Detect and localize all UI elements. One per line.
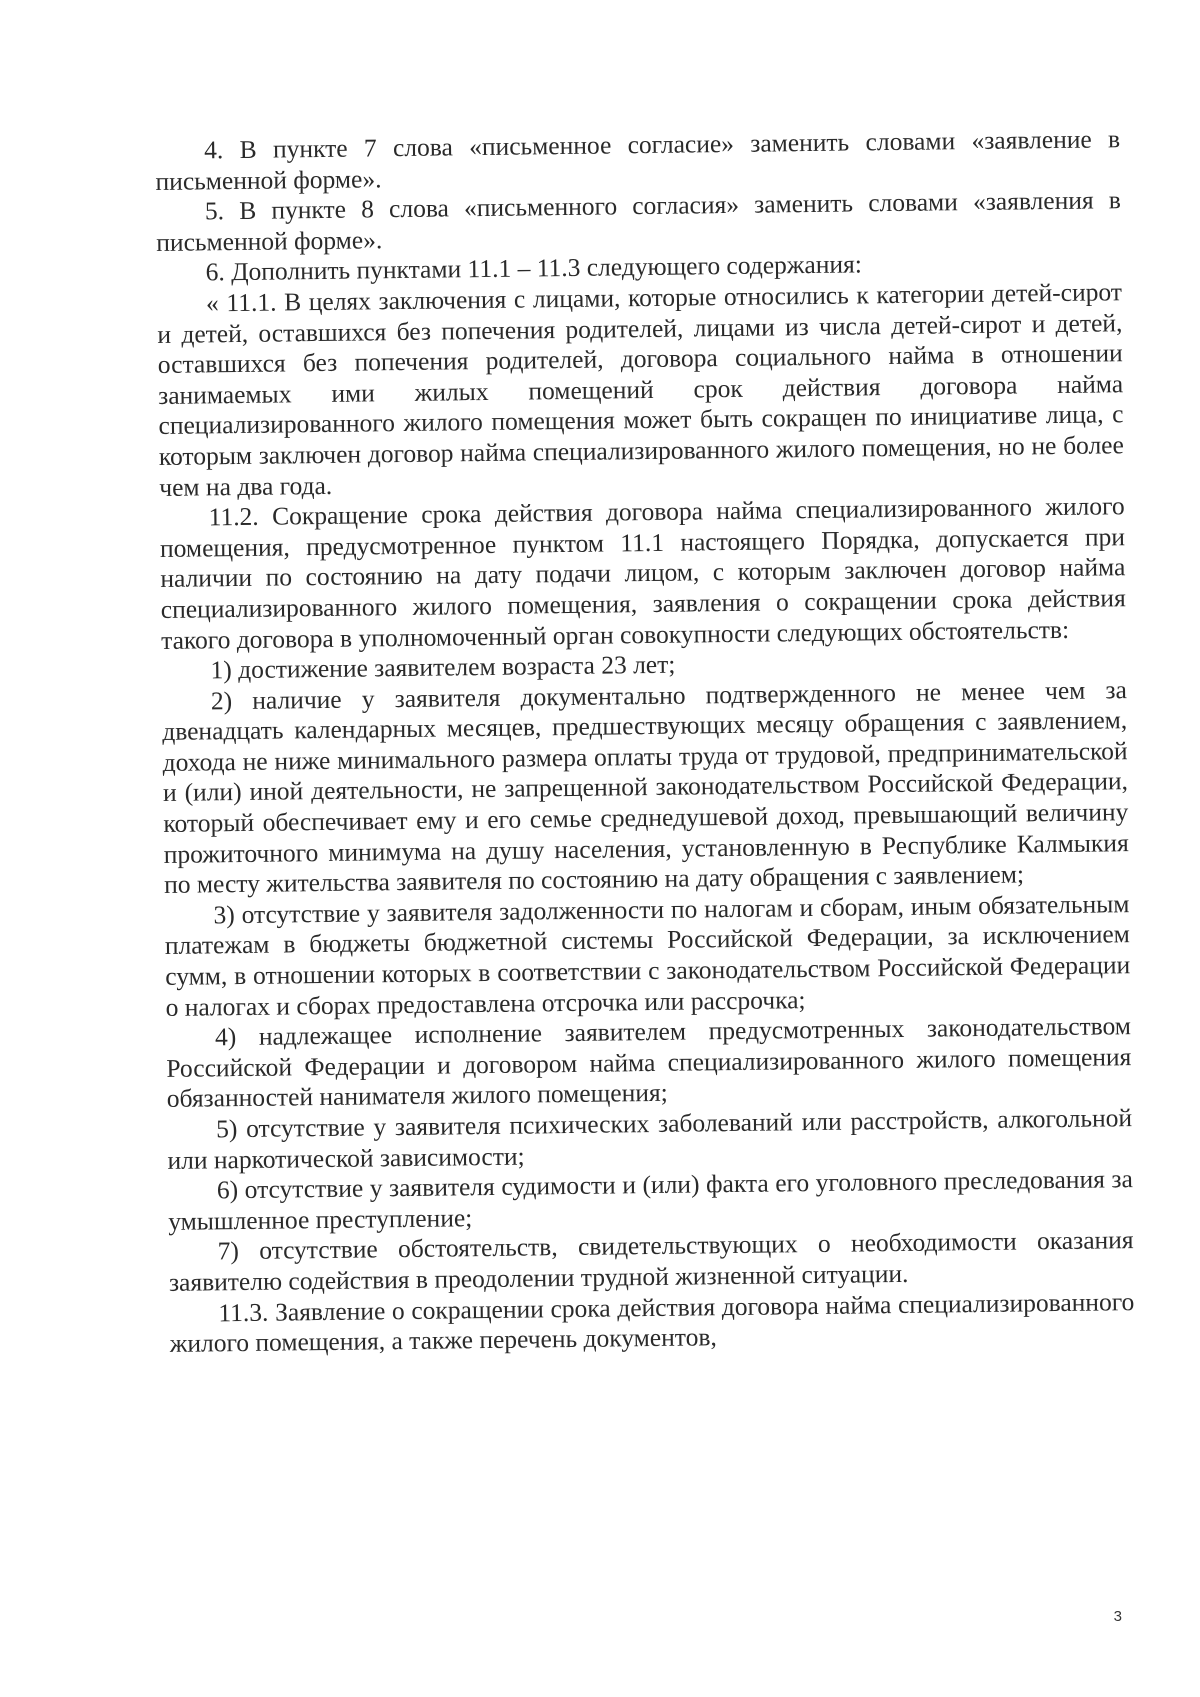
list-item-condition-4: 4) надлежащее исполнение заявителем предусмотренных законодательством Российской Федерации и договором найма специализированного жилого помещения обязанностей нанимателя жилого помещения; bbox=[166, 1011, 1132, 1114]
list-item-condition-2: 2) наличие у заявителя документально подтвержденного не менее чем за двенадцать календарных месяцев, предшествующих месяцу обращения с заявлением, дохода не ниже минимального размера оплаты труда от трудовой, предпринимательской и (или) иной деятельности, не запрещенной законодательством Российской Федерации, который обеспечивает ему и его семье среднедушевой доход, превышающий величину прожиточного минимума на душу населения, установленную в Республике Калмыкия по месту жительства заявителя по состоянию на дату обращения с заявлением; bbox=[162, 674, 1129, 900]
document-body bbox=[155, 124, 1135, 1359]
paragraph-clause-11-2: 11.2. Сокращение срока действия договора найма специализированного жилого помещения, предусмотренное пунктом 11.1 настоящего Порядка, допускается при наличии по состоянию на дату подачи лицом, с которым заключен договор найма специализированного жилого помещения, заявления о сокращении срока действия такого договора в уполномоченный орган совокупности следующих обстоятельств: bbox=[159, 491, 1126, 655]
paragraph-clause-11-3: 11.3. Заявление о сокращении срока действия договора найма специализированного жилого помещения, а также перечень документов, bbox=[169, 1286, 1135, 1359]
list-item-condition-6: 6) отсутствие у заявителя судимости и (или) факта его уголовного преследования за умышленное преступление; bbox=[168, 1164, 1133, 1236]
list-item-condition-7: 7) отсутствие обстоятельств, свидетельствующих о необходимости оказания заявителю содействия в преодолении трудной жизненной ситуации. bbox=[168, 1225, 1134, 1297]
paragraph-item-5: 5. В пункте 8 слова «письменного согласия» заменить словами «заявления в письменной форме». bbox=[156, 185, 1122, 257]
paragraph-item-6: 6. Дополнить пунктами 11.1 – 11.3 следующего содержания: bbox=[205, 249, 863, 287]
paragraph-item-4: 4. В пункте 7 слова «письменное согласие» заменить словами «заявление в письменной форме». bbox=[155, 124, 1121, 196]
list-item-condition-1: 1) достижение заявителем возраста 23 лет; bbox=[210, 649, 676, 685]
paragraph-clause-11-1: « 11.1. В целях заключения с лицами, которые относились к категории детей-сирот и детей, оставшихся без попечения родителей, лицами из числа детей-сирот и детей, оставшихся без попечения родителей, договора социального найма в отношении занимаемых ими жилых помещений срок действия договора найма специализированного жилого помещения может быть сокращен по инициативе лица, с которым заключен договор найма специализированного жилого помещения, но не более чем на два года. bbox=[157, 277, 1125, 502]
page-number: 3 bbox=[1113, 1608, 1122, 1625]
list-item-condition-5: 5) отсутствие у заявителя психических заболеваний или расстройств, алкогольной или наркотической зависимости; bbox=[167, 1103, 1133, 1175]
list-item-condition-3: 3) отсутствие у заявителя задолженности по налогам и сборам, иным обязательным платежам в бюджеты бюджетной системы Российской Федерации, за исключением сумм, в отношении которых в соответствии с законодательством Российской Федерации о налогах и сборах предоставлена отсрочка или рассрочка; bbox=[164, 888, 1131, 1022]
